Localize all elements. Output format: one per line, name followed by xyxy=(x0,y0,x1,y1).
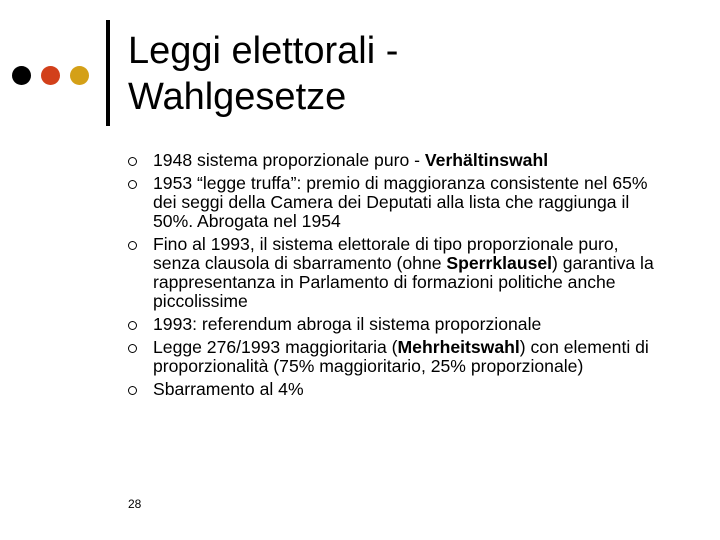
bullet-bold-term: Verhältinswahl xyxy=(424,150,549,170)
bullet-text-post: ) con elementi di proporzionalità (75% maggioritario, 25% proporzionale) xyxy=(153,336,649,377)
bullet-marker-icon xyxy=(128,180,137,189)
bullet-item xyxy=(128,338,668,376)
bullet-text: 1953 “legge truffa”: premio di maggioranza consistente nel 65% dei seggi della Camera dei Deputati alla lista che raggiunga il 50%. Abrogata nel 1954 xyxy=(153,172,648,232)
bullet-item xyxy=(128,380,668,399)
title-line-1: Leggi elettorali - xyxy=(128,30,399,72)
slide-title xyxy=(128,28,698,120)
bullet-bold-term: Mehrheitswahl xyxy=(397,336,520,357)
dot-red xyxy=(41,66,60,85)
bullet-text: 1993: referendum abroga il sistema proporzionale xyxy=(153,314,542,335)
bullet-list xyxy=(128,151,668,402)
bullet-bold-term: Sperrklausel xyxy=(446,253,553,274)
bullet-item xyxy=(128,174,668,232)
title-line-2: Wahlgesetze xyxy=(128,76,347,118)
bullet-text: Sbarramento al 4% xyxy=(153,378,304,399)
page-number: 28 xyxy=(128,497,142,511)
bullet-text: Fino al 1993, il sistema elettorale di tipo proporzionale puro, senza clausola di sbarramento (ohne xyxy=(153,233,619,274)
decorative-dots xyxy=(12,66,89,85)
bullet-item xyxy=(128,151,668,170)
dot-gold xyxy=(70,66,89,85)
bullet-marker-icon xyxy=(128,157,137,166)
bullet-marker-icon xyxy=(128,241,137,250)
bullet-marker-icon xyxy=(128,344,137,353)
bullet-text: Legge 276/1993 maggioritaria ( xyxy=(153,336,398,357)
bullet-marker-icon xyxy=(128,386,137,395)
bullet-text: 1948 sistema proporzionale puro - xyxy=(153,150,425,170)
bullet-text-post: ) garantiva la rappresentanza in Parlamento di formazioni politiche anche piccolissime xyxy=(153,253,654,312)
bullet-marker-icon xyxy=(128,321,137,330)
bullet-item xyxy=(128,315,668,334)
bullet-item xyxy=(128,235,668,312)
dot-black xyxy=(12,66,31,85)
title-divider xyxy=(106,20,110,126)
